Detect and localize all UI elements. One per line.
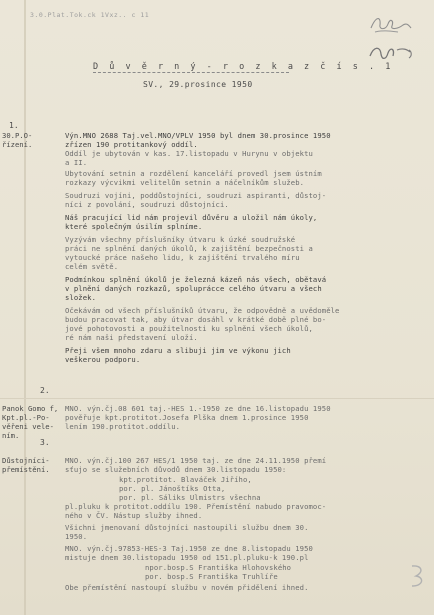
section-line: zřízen 190 protitankový oddíl. [65, 140, 198, 149]
section-line: Přeji všem mnoho zdaru a slibuji jim ve výkonu jich [65, 346, 291, 355]
section-line: MNO. výn.čj.97853-HES-3 Taj.1950 ze dne 8.listopadu 1950 [65, 544, 313, 553]
section-margin-title [2, 456, 50, 474]
margin-line: Důstojníci- [2, 456, 50, 465]
section-line: Výn.MNO 2688 Taj.vel.MNO/VPLV 1950 byl dnem 30.prosince 1950 [65, 131, 331, 140]
header-stamp: 3.0.Plat.Tok.ck 1Vxz.. c 11 [30, 11, 150, 19]
section-line: Oddíl je ubytován v kas. 17.listopadu v Hurynu v objektu [65, 149, 313, 158]
margin-line: ním. [2, 431, 20, 440]
section-number: 1. [9, 121, 19, 130]
margin-line: Panok Gomo f, [2, 404, 59, 413]
margin-line: Kpt.pl.-Po- [2, 413, 50, 422]
section-line: npor.bosp.S Františka Hlohovského [145, 563, 292, 572]
section-line: Obe přemístění nastoupí službu v novém přidělení ihned. [65, 583, 309, 592]
section-line: vytoucké práce našeho lidu, k zajištění trvalého míru [65, 253, 300, 262]
section-line: MNO. výn.čj.100 267 HES/1 1950 taj. ze dne 24.11.1950 přemí [65, 456, 327, 465]
section-line: ré nám naši představení uloží. [65, 333, 198, 342]
section-line: pověřuje kpt.protitot.Josefa Plška dnem 1.prosince 1950 [65, 413, 309, 422]
section-line: Ubytování setnin a rozdělení kanceláří provedl jsem ústním [65, 169, 322, 178]
section-number: 3. [40, 438, 50, 447]
section-line: níci z povolání, soudruzi důstojníci. [65, 200, 229, 209]
section-line: práci ne splnění daných úkolů, k zajištění bezpečnosti a [65, 244, 313, 253]
section-line: rozkazy výcvikmi velitelům setnin a náčelníkům služeb. [65, 178, 305, 187]
document-date: SV., 29.prosince 1950 [143, 80, 253, 89]
section-line: por. pl. Sáliks Ulmistrs všechna [119, 493, 261, 502]
margin-line: věřeni vele- [2, 422, 54, 431]
handwritten-mark-bottom [406, 562, 430, 590]
section-line: por. bosp.S Františka Truhlíře [145, 572, 278, 581]
section-line: MNO. výn.čj.08 601 taj.-HES 1.-1950 ze dne 16.listopadu 1950 [65, 404, 331, 413]
section-line: Očekávám od všech příslušníků útvaru, že odpovědně a uvědoměle [65, 306, 340, 315]
section-line: Podmínkou splnění úkolů je železná kázeň nás všech, obětavá [65, 275, 327, 284]
section-line: složek. [65, 293, 96, 302]
document-title: D ů v ě r n ý - r o z k a z č í s . 1 [93, 62, 394, 72]
section-line: které společným úsilím splníme. [65, 222, 203, 231]
section-line: Soudruzi vojíni, poddůstojníci, soudruzi aspiranti, důstoj- [65, 191, 327, 200]
section-margin-title [2, 404, 58, 440]
section-line: ného v ČV. Nástup služby ihned. [65, 511, 203, 520]
margin-line: přemístění. [2, 465, 50, 474]
section-line: jové pohotovosti a použitelnosti ku splnění všech úkolů, [65, 324, 313, 333]
margin-line: řízení. [2, 140, 33, 149]
section-line: v plnění daných rozkazů, spoluprácce celého útvaru a všech [65, 284, 322, 293]
section-line: Náš pracující lid nám projevil důvěru a uložil nám úkoly, [65, 213, 318, 222]
section-line: a II. [65, 158, 88, 167]
section-line: veškerou podporu. [65, 355, 141, 364]
paper-fold [24, 0, 26, 615]
section-line: Vyzývám všechny příslušníky útvaru k úzké soudružské [65, 235, 296, 244]
section-line: Všichni jmenovaní důstojníci nastoupili službu dnem 30. [65, 523, 309, 532]
section-line: pl.pluku k protitot.oddílu 190. Přemístění nabudo pravomoc- [65, 502, 327, 511]
section-margin-title [2, 131, 32, 149]
section-line: 1950. [65, 532, 88, 541]
section-line: por. pl. Jánoštíks Otta, [119, 484, 226, 493]
margin-line: 30.P.O- [2, 131, 33, 140]
section-number: 2. [40, 386, 50, 395]
section-line: celém světě. [65, 262, 119, 271]
title-underline [93, 72, 289, 73]
section-line: sťujo se služebních důvodů dnem 30.listopadu 1950: [65, 465, 287, 474]
section-divider [0, 398, 434, 399]
section-line: mistuje dnem 30.listopadu 1950 od 151.pl.pluku-k 190.pl [65, 553, 309, 562]
handwritten-signature-top [368, 10, 416, 36]
section-line: budou pracovat tak, aby útvar dosáhl v krátké době plné bo- [65, 315, 327, 324]
section-line: kpt.protitot. Blaváček Jiřího, [119, 475, 252, 484]
section-line: lením 190.protitot.oddílu. [65, 422, 181, 431]
